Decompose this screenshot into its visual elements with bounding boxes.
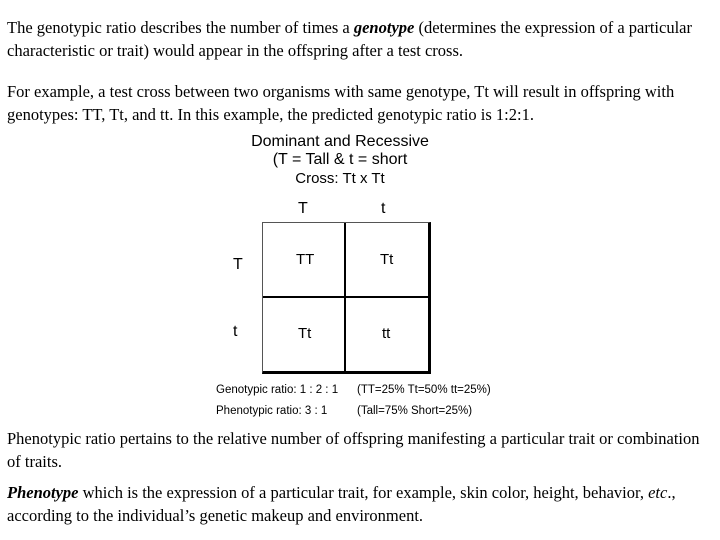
genotype-term: genotype	[353, 18, 415, 37]
row-label-t: t	[233, 323, 238, 340]
etc-italic: etc	[648, 483, 668, 502]
genotypic-ratio-label: Genotypic ratio: 1 : 2 : 1	[216, 384, 339, 396]
phenotypic-ratio-label: Phenotypic ratio: 3 : 1	[216, 405, 328, 417]
row-label-T: T	[233, 256, 243, 273]
punnett-grid	[262, 222, 431, 374]
cell-TT: TT	[296, 251, 315, 268]
example-paragraph: For example, a test cross between two organisms with same genotype, Tt will result in offspring with genotypes: TT, Tt, and tt. In this example, the predicted genotypic ratio is 1:2:1.	[7, 82, 675, 124]
grid-divider-horizontal	[263, 296, 428, 298]
paragraph1-text-end: (determines the expression of a particular characteristic or trait) would appear in the offspring after a test cross.	[7, 18, 692, 60]
figure-subtitle: (T = Tall & t = short	[272, 151, 408, 168]
paragraph4-text-end: ., according to the individual’s genetic makeup and environment.	[7, 483, 676, 525]
genotypic-ratio-paragraph	[7, 16, 707, 62]
column-label-T: T	[298, 200, 308, 217]
phenotypic-ratio-detail: (Tall=75% Short=25%)	[357, 405, 473, 417]
figure-title: Dominant and Recessive	[251, 133, 429, 150]
column-label-t: t	[381, 200, 386, 217]
phenotypic-ratio-paragraph: Phenotypic ratio pertains to the relative number of offspring manifesting a particular trait or combination of traits.	[7, 429, 700, 471]
cell-Tt-bottom: Tt	[298, 325, 312, 342]
figure-cross: Cross: Tt x Tt	[295, 170, 385, 187]
paragraph1-text-start: The genotypic ratio describes the number of times a	[7, 18, 354, 37]
cell-tt: tt	[382, 325, 391, 342]
genotypic-ratio-detail: (TT=25% Tt=50% tt=25%)	[357, 384, 491, 396]
phenotype-term: Phenotype	[7, 483, 79, 502]
phenotype-paragraph	[7, 481, 707, 527]
paragraph4-text-middle: which is the expression of a particular trait, for example, skin color, height, behavior,	[78, 483, 649, 502]
cell-Tt-top: Tt	[380, 251, 394, 268]
